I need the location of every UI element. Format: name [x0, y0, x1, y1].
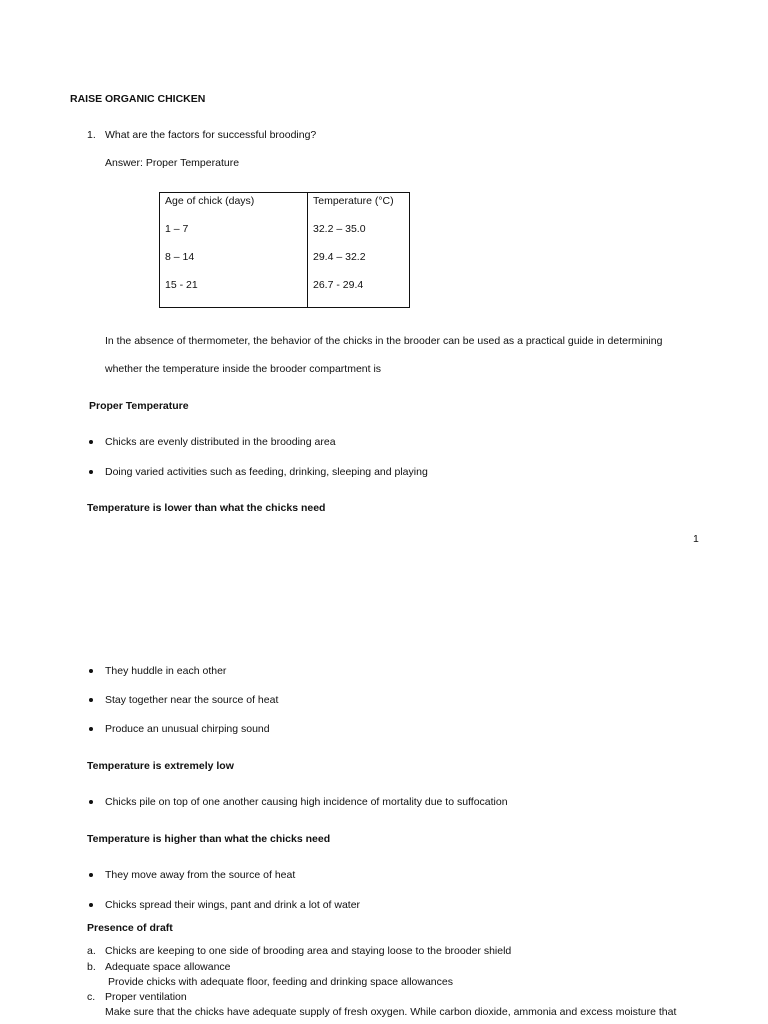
list-item: Chicks pile on top of one another causing high incidence of mortality due to suffocation: [105, 796, 508, 808]
list-item-detail: Provide chicks with adequate floor, feeding and drinking space allowances: [108, 976, 453, 988]
bullet-icon: [89, 698, 93, 702]
table-row: [160, 251, 410, 279]
section-heading: Proper Temperature: [89, 400, 189, 412]
list-item: They move away from the source of heat: [105, 869, 296, 881]
question-text: What are the factors for successful brooding?: [105, 129, 317, 141]
paragraph-line: In the absence of thermometer, the behavior of the chicks in the brooder can be used as a practical guide in determining: [105, 335, 663, 347]
list-marker: b.: [87, 961, 96, 973]
bullet-icon: [89, 800, 93, 804]
temperature-table: [159, 192, 410, 308]
section-heading: Temperature is higher than what the chicks need: [87, 833, 331, 845]
bullet-icon: [89, 470, 93, 474]
answer-text: Answer: Proper Temperature: [105, 157, 240, 169]
question-number: 1.: [87, 129, 96, 141]
bullet-icon: [89, 727, 93, 731]
bullet-icon: [89, 440, 93, 444]
table-cell: 15 - 21: [160, 279, 308, 308]
table-cell: 32.2 – 35.0: [308, 223, 410, 251]
section-heading: Temperature is lower than what the chicks need: [87, 502, 326, 514]
bullet-icon: [89, 669, 93, 673]
table-header-age: Age of chick (days): [160, 193, 308, 224]
table-cell: 8 – 14: [160, 251, 308, 279]
paragraph-line: whether the temperature inside the brooder compartment is: [105, 363, 382, 375]
list-marker: a.: [87, 945, 96, 957]
table-header-row: [160, 193, 410, 224]
list-item: Adequate space allowance: [105, 961, 231, 973]
table-header-temperature: Temperature (°C): [308, 193, 410, 224]
section-heading: Temperature is extremely low: [87, 760, 234, 772]
page-number: 1: [693, 533, 699, 545]
table-row: [160, 223, 410, 251]
table-cell: 26.7 - 29.4: [308, 279, 410, 308]
list-item: Produce an unusual chirping sound: [105, 723, 270, 735]
table-row: [160, 279, 410, 308]
list-item: Chicks spread their wings, pant and drink a lot of water: [105, 899, 361, 911]
bullet-icon: [89, 873, 93, 877]
section-heading: Presence of draft: [87, 922, 173, 934]
list-item: Chicks are evenly distributed in the brooding area: [105, 436, 336, 448]
list-item-detail: Make sure that the chicks have adequate supply of fresh oxygen. While carbon dioxide, ammonia and excess moisture that: [105, 1006, 677, 1018]
table-cell: 29.4 – 32.2: [308, 251, 410, 279]
document-title: RAISE ORGANIC CHICKEN: [70, 93, 206, 105]
bullet-icon: [89, 903, 93, 907]
table-cell: 1 – 7: [160, 223, 308, 251]
list-item: Proper ventilation: [105, 991, 187, 1003]
list-item: They huddle in each other: [105, 665, 227, 677]
list-item: Chicks are keeping to one side of brooding area and staying loose to the brooder shield: [105, 945, 512, 957]
list-marker: c.: [87, 991, 96, 1003]
list-item: Stay together near the source of heat: [105, 694, 279, 706]
list-item: Doing varied activities such as feeding, drinking, sleeping and playing: [105, 466, 428, 478]
